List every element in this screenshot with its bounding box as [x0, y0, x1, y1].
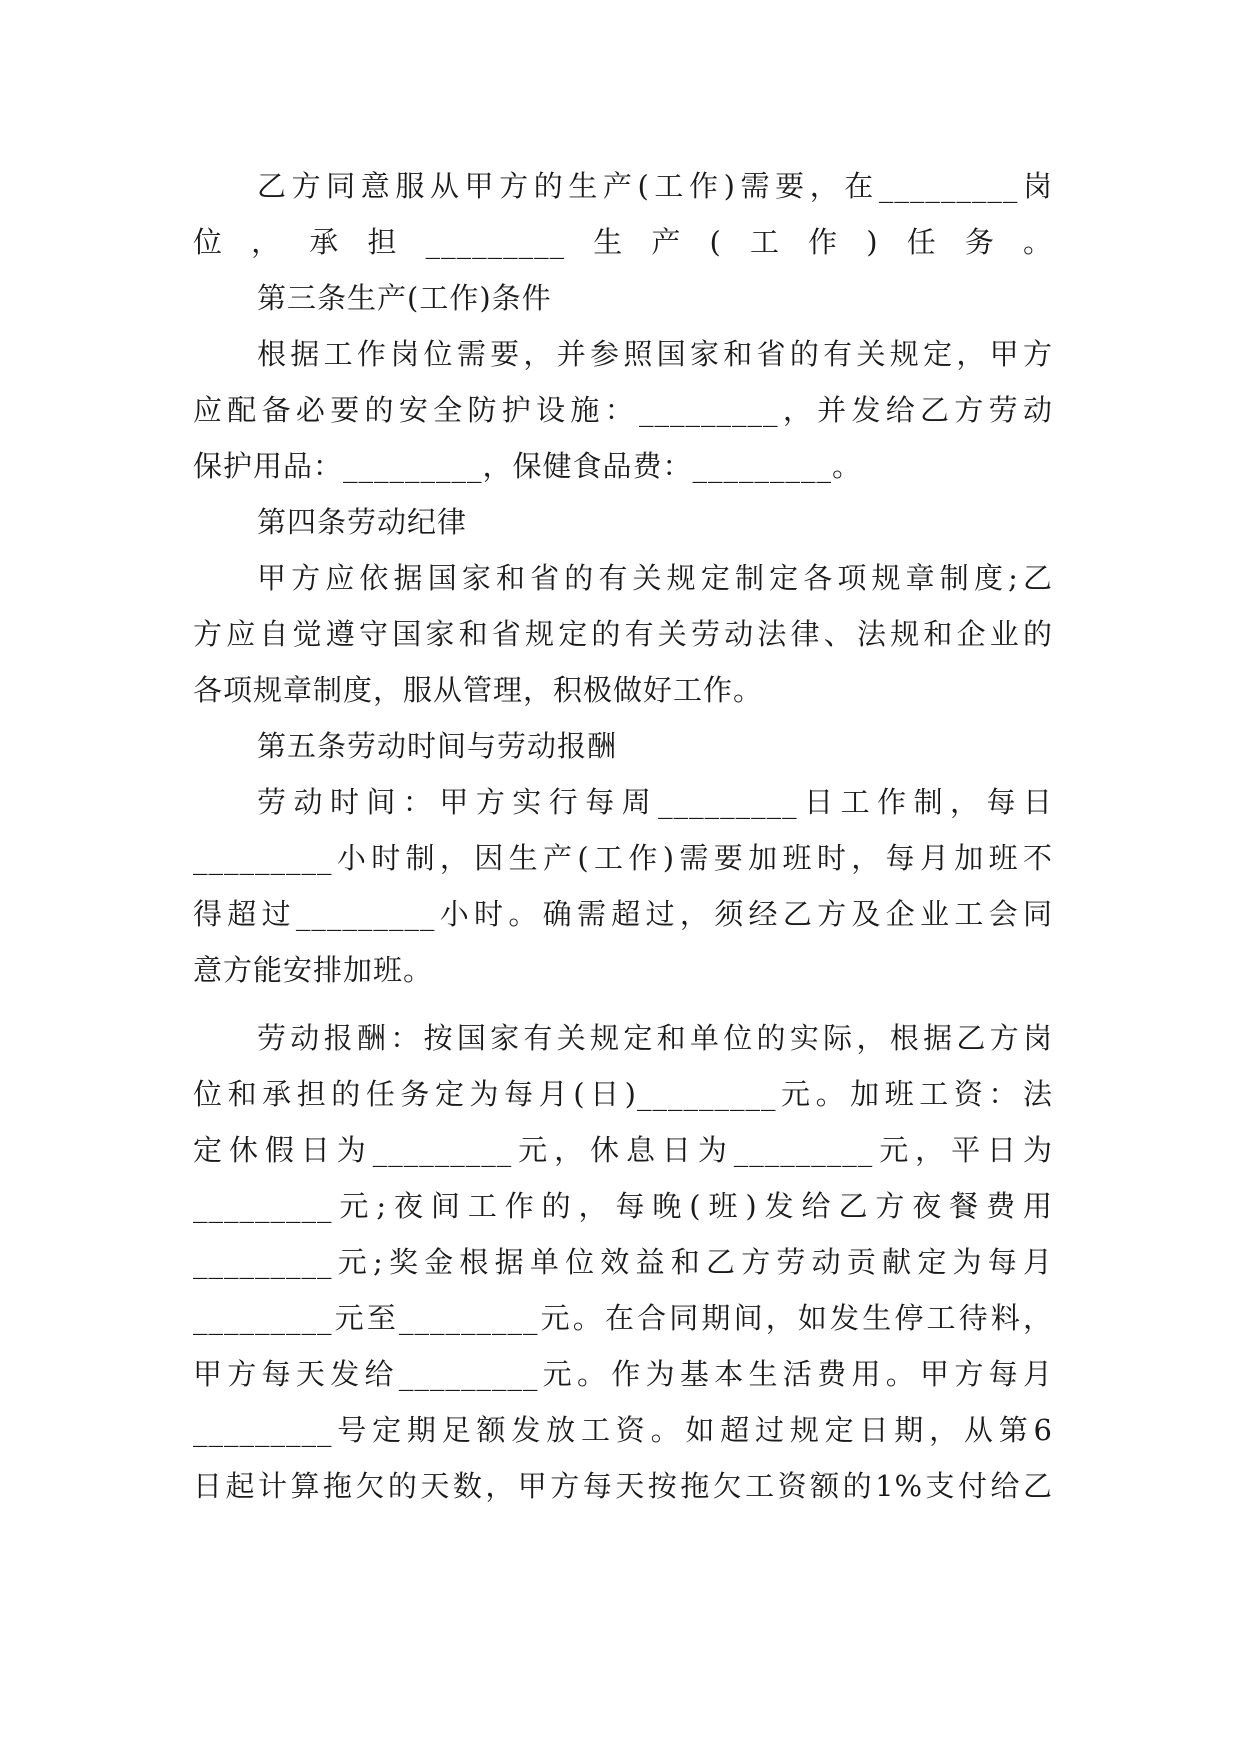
paragraph-line: 根据工作岗位需要，并参照国家和省的有关规定，甲方 [257, 337, 1053, 371]
paragraph-line: 方应自觉遵守国家和省规定的有关劳动法律、法规和企业的 [193, 617, 1053, 651]
paragraph-line: 劳动时间：甲方实行每周_________日工作制，每日 [257, 785, 1053, 819]
paragraph-line: 甲方每天发给_________元。作为基本生活费用。甲方每月 [193, 1357, 1053, 1391]
paragraph-line: _________小时制，因生产(工作)需要加班时，每月加班不 [193, 841, 1053, 875]
paragraph-line: 各项规章制度，服从管理，积极做好工作。 [193, 673, 764, 707]
paragraph-line: 日起计算拖欠的天数，甲方每天按拖欠工资额的1%支付给乙 [193, 1469, 1053, 1503]
paragraph-line: _________元;夜间工作的，每晚(班)发给乙方夜餐费用 [193, 1189, 1053, 1223]
paragraph-line: 得超过_________小时。确需超过，须经乙方及企业工会同 [193, 897, 1053, 931]
paragraph-line: 应配备必要的安全防护设施：_________，并发给乙方劳动 [193, 393, 1053, 427]
paragraph-line: 乙方同意服从甲方的生产(工作)需要，在_________岗 [257, 169, 1053, 203]
paragraph-line: _________元;奖金根据单位效益和乙方劳动贡献定为每月 [193, 1245, 1053, 1279]
section-heading: 第五条劳动时间与劳动报酬 [257, 729, 618, 763]
paragraph-line: 定休假日为_________元，休息日为_________元，平日为 [193, 1133, 1053, 1167]
paragraph-line: 位和承担的任务定为每月(日)_________元。加班工资：法 [193, 1077, 1053, 1111]
paragraph-line: _________元至_________元。在合同期间，如发生停工待料， [193, 1301, 1053, 1335]
paragraph-line: 甲方应依据国家和省的有关规定制定各项规章制度;乙 [257, 561, 1053, 595]
paragraph-line: 劳动报酬：按国家有关规定和单位的实际，根据乙方岗 [257, 1021, 1053, 1055]
paragraph-line: 保护用品：_________，保健食品费：_________。 [193, 449, 863, 483]
section-heading: 第三条生产(工作)条件 [257, 281, 552, 315]
paragraph-line: 位，承担_________生产(工作)任务。 [193, 225, 1053, 259]
paragraph-line: 意方能安排加班。 [193, 953, 434, 987]
paragraph-line: _________号定期足额发放工资。如超过规定日期，从第6 [193, 1413, 1053, 1447]
section-heading: 第四条劳动纪律 [257, 505, 468, 539]
